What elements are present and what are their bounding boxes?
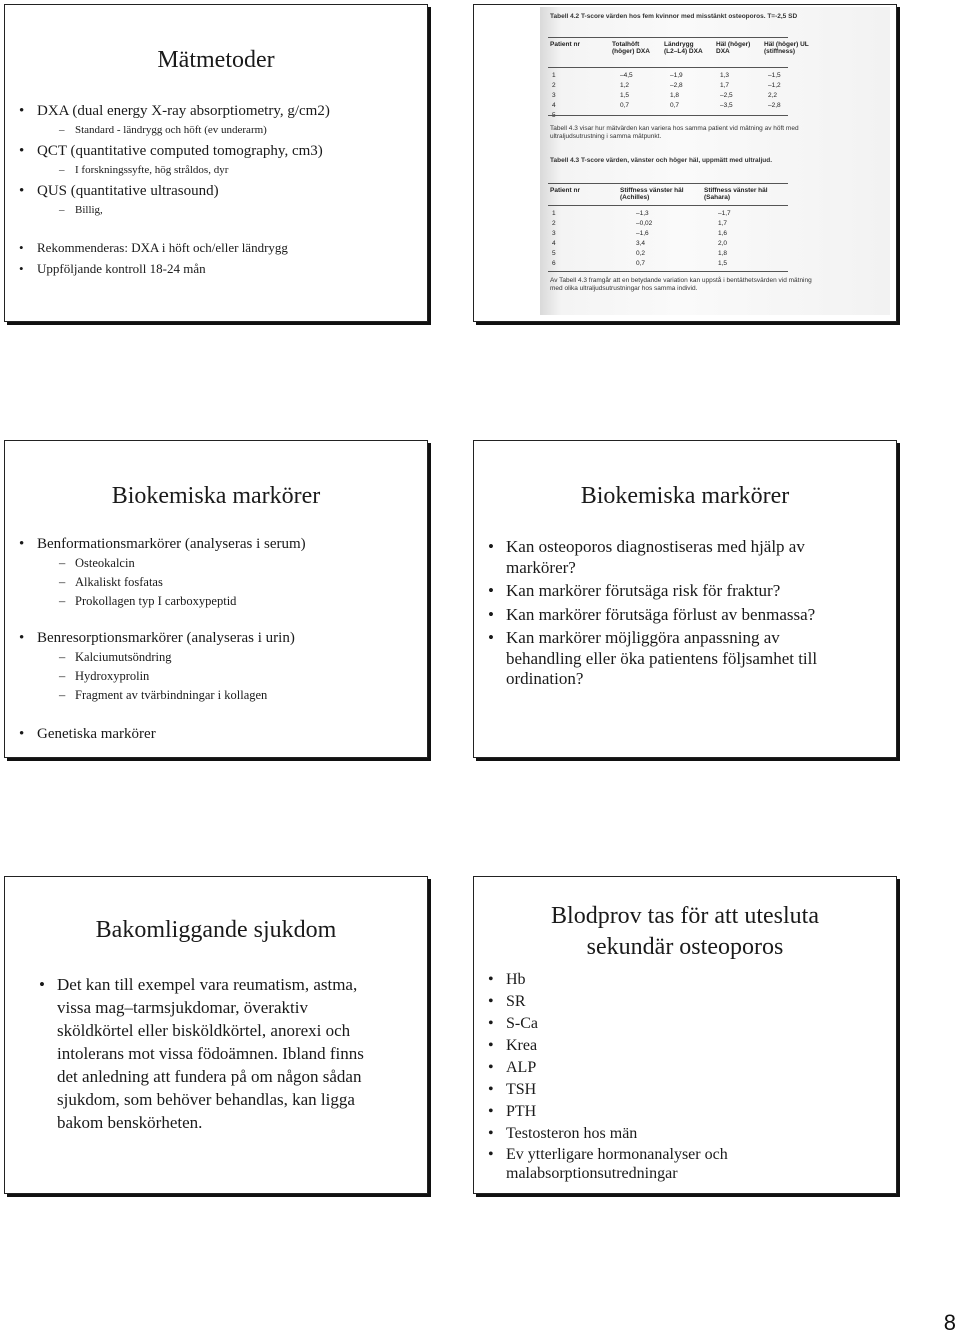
bullet-text: PTH [506,1103,537,1120]
bullet-item [37,629,306,648]
table-header-cell: Häl (höger) DXA [716,41,751,55]
table-header-cell: Ländrygg (L2–L4) DXA [664,41,703,55]
sub-bullet-item [75,686,306,705]
slide-blodprov [473,876,897,1194]
bullet-list [474,534,844,690]
bullet-item [506,1035,804,1057]
table-cell: 0,7 [620,102,630,109]
sub-bullet-text: Kalciumutsöndring [75,650,172,664]
table-column [620,71,633,111]
table-note: Av Tabell 4.3 framgår att en betydande variation kan uppstå i bentäthetsvärden vid mätning med olika ultraljudsutrustningar hos samma individ. [550,277,812,292]
table-cell: –0,02 [636,220,653,227]
slide-scanned-tables [473,4,897,322]
table-cell: –1,5 [768,72,781,79]
table-cell: 4 [552,102,556,109]
bullet-text: QUS (quantitative ultrasound) [37,183,219,199]
slide-title: Mätmetoder [157,47,275,73]
table-rule [548,183,788,184]
table-cell: 0,7 [670,102,680,109]
table-column [718,209,731,269]
table-header-cell: Häl (höger) UL (stiffness) [764,41,809,55]
table-cell: 1,5 [718,260,728,267]
sub-bullet-item [75,161,330,180]
bullet-item [37,535,306,554]
sub-bullet-text: Fragment av tvärbindningar i kollagen [75,688,268,702]
bullet-item [506,628,844,690]
sub-bullet-text: Alkaliskt fosfatas [75,575,163,589]
table-rule [548,67,788,68]
table-cell: –1,2 [768,82,781,89]
bullet-item [506,1145,804,1183]
slide-title: Bakomliggande sjukdom [95,917,337,943]
bullet-text: S-Ca [506,1015,538,1032]
table-rule [548,37,788,38]
sub-bullet-item [75,648,306,667]
slide-biokemiska-markorer-1 [4,440,428,758]
bullet-item [37,182,330,201]
page-number: 8 [943,1310,956,1335]
sub-bullet-item [75,121,330,140]
table-header-cell: Stiffness vänster häl (Achilles) [620,187,684,201]
table-column [670,71,683,111]
table-note: Tabell 4.3 visar hur mätvärden kan variera hos samma patient vid mätning av höft med ultraljudsutrustning i samma mätpunkt. [550,125,799,140]
table-column [720,71,733,111]
table-column [636,209,652,269]
table-column [552,209,556,269]
table-4-3-caption: Tabell 4.3 T-score värden, vänster och höger häl, uppmätt med ultraljud. [550,157,773,164]
bullet-item [506,969,804,991]
table-cell: 3,4 [636,240,646,247]
bullet-text: Rekommenderas: DXA i höft och/eller ländrygg [37,240,288,255]
bullet-list [474,969,804,1183]
table-cell [552,111,556,121]
table-cell: 0,2 [636,250,646,257]
table-cell: –1,6 [636,230,649,237]
bullet-text: Uppföljande kontroll 18-24 mån [37,261,206,276]
table-cell: 3 [552,230,556,237]
table-cell: –4,5 [620,72,633,79]
table-cell: 1,8 [670,92,680,99]
table-cell: 1,8 [718,250,728,257]
sub-bullet-item [75,554,306,573]
bullet-text: Krea [506,1037,538,1054]
sub-bullet-text: Prokollagen typ I carboxypeptid [75,594,237,608]
bullet-item [506,1101,804,1123]
bullet-text: Benformationsmarkörer (analyseras i serum) [37,536,306,552]
table-cell: 1 [552,72,556,79]
table-rule [548,271,788,272]
bullet-item [506,991,804,1013]
sub-bullet-text: Billig, [75,204,103,216]
bullet-item [506,605,844,626]
table-cell: –1,9 [670,72,683,79]
slide-title: Biokemiska markörer [111,483,321,509]
table-cell: –1,3 [636,210,649,217]
table-cell: 2 [552,220,556,227]
table-cell: –2,5 [720,92,733,99]
bullet-item [506,1013,804,1035]
table-cell: –2,8 [768,102,781,109]
bullet-list [5,100,330,278]
bullet-text: ALP [506,1059,537,1076]
bullet-item [57,973,385,1134]
table-cell: 4 [552,240,556,247]
sub-bullet-item [75,667,306,686]
table-cell: –2,8 [670,82,683,89]
bullet-item [37,102,330,121]
table-cell: –1,7 [718,210,731,217]
table-cell: –3,5 [720,102,733,109]
table-cell: 1,7 [720,82,730,89]
sub-bullet-item [75,592,306,611]
table-rule [548,115,788,116]
table-cell: 1,7 [718,220,728,227]
bullet-item [506,1057,804,1079]
table-cell: 3 [552,92,556,99]
sub-bullet-item [75,201,330,220]
bullet-text: Kan markörer möjliggöra anpassning av behandling eller öka patientens följsamhet till ordination? [506,628,818,688]
table-column [552,71,556,121]
slide-title: Biokemiska markörer [580,483,790,509]
table-cell: 1,3 [720,72,730,79]
bullet-item [37,142,330,161]
table-header-cell: Totalhöft (höger) DXA [612,41,650,55]
bullet-text: Kan osteoporos diagnostiseras med hjälp av markörer? [506,537,805,577]
bullet-item [37,238,330,257]
bullet-item [506,537,844,578]
bullet-text: Ev ytterligare hormonanalyser och malabsorptionsutredningar [506,1146,728,1182]
table-rule [548,205,788,206]
table-cell: 1,2 [620,82,630,89]
table-cell: 1,6 [718,230,728,237]
bullet-text: Det kan till exempel vara reumatism, astma, vissa mag–tarmsjukdomar, överaktiv sköldkörtel eller bisköldkörtel, anorexi och intolerans mot vissa födoämnen. Ibland finns det anledning att fundera på om någon sådan sjukdom, som behöver behandlas, kan ligga bakom benskörheten. [57,975,364,1132]
table-4-2-caption: Tabell 4.2 T-score värden hos fem kvinnor med misstänkt osteoporos. T=-2,5 SD [550,13,798,20]
sub-bullet-text: Hydroxyprolin [75,669,150,683]
bullet-text: QCT (quantitative computed tomography, cm3) [37,143,323,159]
sub-bullet-text: I forskningssyfte, hög stråldos, dyr [75,164,229,176]
table-cell: 0,7 [636,260,646,267]
table-header-cell: Stiffness vänster häl (Sahara) [704,187,768,201]
table-cell: 6 [552,260,556,267]
scanned-table-image [540,7,890,315]
table-cell: 2,2 [768,92,778,99]
bullet-text: SR [506,993,526,1010]
bullet-item [506,581,844,602]
table-cell: 2 [552,82,556,89]
slide-biokemiska-markorer-2 [473,440,897,758]
sub-bullet-item [75,573,306,592]
table-cell: 5 [552,250,556,257]
table-cell: 1 [552,210,556,217]
bullet-item [506,1079,804,1101]
sub-bullet-text: Standard - ländrygg och höft (ev underarm) [75,124,267,136]
slide-bakomliggande-sjukdom [4,876,428,1194]
table-cell: 1,5 [620,92,630,99]
slide-title: Blodprov tas för att utesluta sekundär osteoporos [551,903,819,961]
bullet-item [506,1123,804,1145]
bullet-item [37,259,330,278]
table-column [768,71,781,111]
table-header-cell: Patient nr [550,41,580,48]
bullet-text: Genetiska markörer [37,726,156,742]
bullet-text: Testosteron hos män [506,1125,638,1142]
bullet-item [37,725,306,744]
bullet-list [5,973,385,1134]
bullet-list [5,533,306,744]
bullet-text: DXA (dual energy X-ray absorptiometry, g/cm2) [37,103,330,119]
sub-bullet-text: Osteokalcin [75,556,135,570]
table-cell: 2,0 [718,240,728,247]
bullet-text: Kan markörer förutsäga förlust av benmassa? [506,604,816,624]
table-header-cell: Patient nr [550,187,580,194]
bullet-text: Kan markörer förutsäga risk för fraktur? [506,581,781,600]
bullet-text: TSH [506,1081,537,1098]
slide-matmetoder [4,4,428,322]
bullet-text: Hb [506,971,526,988]
bullet-text: Benresorptionsmarkörer (analyseras i urin) [37,630,295,646]
